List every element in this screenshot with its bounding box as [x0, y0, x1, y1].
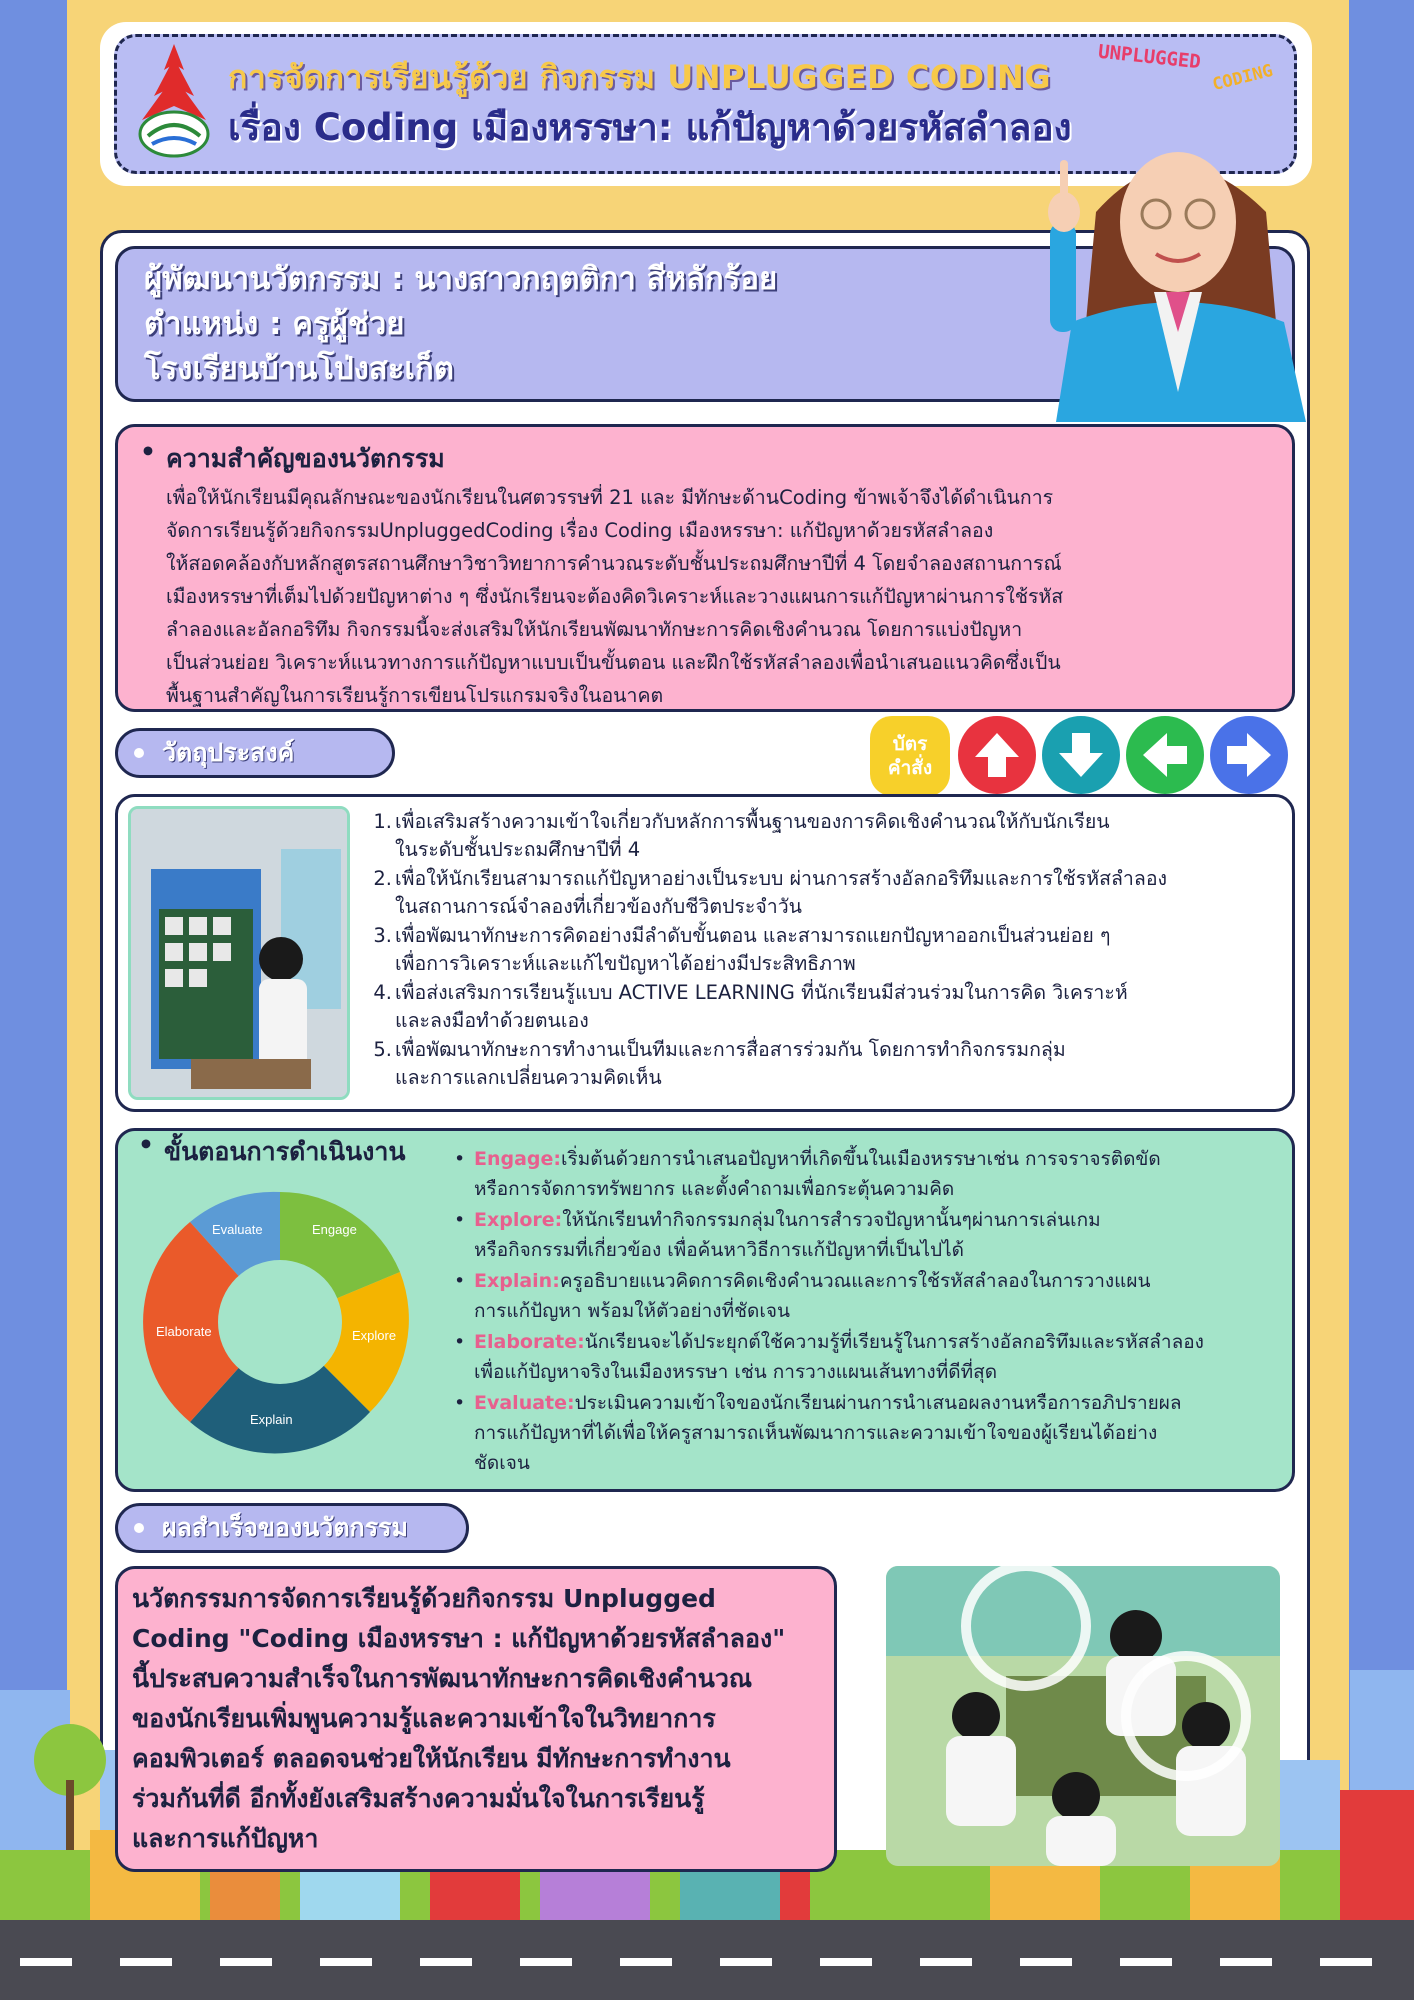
results-heading: ผลสำเร็จของนวัตกรรม [115, 1503, 469, 1553]
objective-item [370, 808, 1270, 864]
road-dash [920, 1958, 972, 1966]
header-title-line1: การจัดการเรียนรู้ด้วย กิจกรรม UNPLUGGED CODING [228, 58, 1052, 96]
developer-position: ตำแหน่ง : ครูผู้ช่วย [144, 306, 405, 342]
importance-line: พื้นฐานสำคัญในการเรียนรู้การเขียนโปรแกรมจริงในอนาคต [166, 684, 664, 707]
objective-line: ในระดับชั้นประถมศึกษาปีที่ 4 [395, 838, 641, 861]
road-dash [820, 1958, 872, 1966]
command-card [870, 716, 950, 796]
objective-line: เพื่อให้นักเรียนสามารถแก้ปัญหาอย่างเป็นระบบ ผ่านการสร้างอัลกอริทึมและการใช้รหัสลำลอง [395, 867, 1168, 890]
road-dash [1020, 1958, 1072, 1966]
importance-section [115, 424, 1295, 712]
road-dash [520, 1958, 572, 1966]
results-line: ของนักเรียนเพิ่มพูนความรู้และความเข้าใจในวิทยาการ [132, 1704, 716, 1733]
arrow-right-card [1210, 716, 1288, 794]
road-dash [220, 1958, 272, 1966]
importance-line: จัดการเรียนรู้ด้วยกิจกรรมUnpluggedCoding เรื่อง Coding เมืองหรรษา: แก้ปัญหาด้วยรหัสลำลอง [166, 519, 994, 542]
objective-number: 3. [373, 924, 392, 947]
step-line: ชัดเจน [474, 1452, 530, 1474]
step-line: นักเรียนจะได้ประยุกต์ใช้ความรู้ที่เรียนรู้ในการสร้างอัลกอริทึมและรหัสลำลอง [584, 1331, 1204, 1353]
arrow-down-card [1042, 716, 1120, 794]
process-step-engage [474, 1144, 1284, 1204]
command-card-line1: บัตร [892, 733, 928, 755]
road-dash [1320, 1958, 1372, 1966]
results-line: นี้ประสบความสำเร็จในการพัฒนาทักษะการคิดเชิงคำนวณ [132, 1664, 753, 1693]
objective-number: 5. [373, 1038, 392, 1061]
importance-line: เป็นส่วนย่อย วิเคราะห์แนวทางการแก้ปัญหาแบบเป็นขั้นตอน และฝึกใช้รหัสลำลองเพื่อนำเสนอแนวคิดซึ่งเป็น [166, 651, 1061, 674]
importance-line: เมืองหรรษาที่เต็มไปด้วยปัญหาต่าง ๆ ซึ่งนักเรียนจะต้องคิดวิเคราะห์และวางแผนการแก้ปัญหาผ่านการใช้รหัส [166, 585, 1064, 608]
arrow-left-card [1126, 716, 1204, 794]
results-line: ร่วมกันที่ดี อีกทั้งยังเสริมสร้างความมั่นใจในการเรียนรู้ [132, 1784, 705, 1813]
importance-line: เพื่อให้นักเรียนมีคุณลักษณะของนักเรียนในศตวรรษที่ 21 และ มีทักษะด้านCoding ข้าพเจ้าจึงได้ดำเนินการ [166, 486, 1054, 509]
process-heading: • ขั้นตอนการดำเนินงาน [164, 1132, 405, 1172]
objectives-heading: วัตถุประสงค์ [115, 728, 395, 778]
road-dash [620, 1958, 672, 1966]
objective-line: เพื่อเสริมสร้างความเข้าใจเกี่ยวกับหลักการพื้นฐานของการคิดเชิงคำนวณให้กับนักเรียน [395, 810, 1110, 833]
objective-number: 4. [373, 981, 392, 1004]
teacher-illustration [1036, 92, 1318, 422]
road-dash [320, 1958, 372, 1966]
process-step-elaborate [474, 1327, 1284, 1387]
step-line: เพื่อแก้ปัญหาจริงในเมืองหรรษา เช่น การวางแผนเส้นทางที่ดีที่สุด [474, 1361, 998, 1383]
objective-line: และลงมือทำด้วยตนเอง [395, 1009, 589, 1032]
step-line: การแก้ปัญหาที่ได้เพื่อให้ครูสามารถเห็นพัฒนาการและความเข้าใจของผู้เรียนได้อย่าง [474, 1422, 1158, 1444]
step-line: หรือการจัดการทรัพยากร และตั้งคำถามเพื่อกระตุ้นความคิด [474, 1178, 955, 1200]
road-dash [20, 1958, 72, 1966]
school-seal-icon [128, 40, 220, 164]
coding-tag: CODING [1210, 60, 1275, 96]
developer-name: ผู้พัฒนานวัตกรรม : นางสาวกฤตติกา สีหลักร้อย [144, 261, 778, 297]
objective-item [370, 1036, 1270, 1092]
unplugged-tag: UNPLUGGED [1097, 40, 1202, 74]
objectives-list [370, 808, 1270, 1093]
objective-line: เพื่อพัฒนาทักษะการคิดอย่างมีลำดับขั้นตอน และสามารถแยกปัญหาออกเป็นส่วนย่อย ๆ [395, 924, 1111, 947]
road-dash [720, 1958, 772, 1966]
cycle-label-evaluate: Evaluate [212, 1222, 263, 1237]
cycle-label-elaborate: Elaborate [156, 1324, 212, 1339]
process-step-explain [474, 1266, 1284, 1326]
results-section [115, 1566, 837, 1872]
step-line: เริ่มต้นด้วยการนำเสนอปัญหาที่เกิดขึ้นในเมืองหรรษาเช่น การจราจรติดขัด [561, 1148, 1161, 1170]
results-line: คอมพิวเตอร์ ตลอดจนช่วยให้นักเรียน มีทักษะการทำงาน [132, 1744, 731, 1773]
developer-school: โรงเรียนบ้านโป่งสะเก็ต [144, 351, 454, 387]
step-line: ให้นักเรียนทำกิจกรรมกลุ่มในการสำรวจปัญหานั้นๆผ่านการเล่นเกม [562, 1209, 1101, 1231]
road-dash [1120, 1958, 1172, 1966]
step-line: การแก้ปัญหา พร้อมให้ตัวอย่างที่ชัดเจน [474, 1300, 790, 1322]
objective-line: เพื่อการวิเคราะห์และแก้ไขปัญหาได้อย่างมีประสิทธิภาพ [395, 952, 856, 975]
process-steps [474, 1144, 1284, 1479]
cycle-label-explore: Explore [352, 1328, 397, 1343]
command-card-line2: คำสั่ง [887, 757, 933, 779]
arrow-down-icon [1053, 727, 1109, 783]
student-board-image [131, 809, 350, 1100]
importance-heading: • ความสำคัญของนวัตกรรม [166, 439, 1272, 479]
process-step-evaluate [474, 1388, 1284, 1478]
students-group-photo [886, 1566, 1280, 1866]
step-key: Evaluate: [474, 1392, 575, 1414]
road-dash [1220, 1958, 1272, 1966]
objective-item [370, 865, 1270, 921]
objective-line: ในสถานการณ์จำลองที่เกี่ยวข้องกับชีวิตประจำวัน [395, 895, 802, 918]
importance-line: ลำลองและอัลกอริทึม กิจกรรมนี้จะส่งเสริมให้นักเรียนพัฒนาทักษะการคิดเชิงคำนวณ โดยการแบ่งปัญหา [166, 618, 1023, 641]
objective-line: เพื่อส่งเสริมการเรียนรู้แบบ ACTIVE LEARNING ที่นักเรียนมีส่วนร่วมในการคิด วิเคราะห์ [395, 981, 1128, 1004]
importance-line: ให้สอดคล้องกับหลักสูตรสถานศึกษาวิชาวิทยาการคำนวณระดับชั้นประถมศึกษาปีที่ 4 โดยจำลองสถานการณ์ [166, 552, 1062, 575]
objective-number: 2. [373, 867, 392, 890]
arrow-left-icon [1137, 727, 1193, 783]
header-title-line2: เรื่อง Coding เมืองหรรษา: แก้ปัญหาด้วยรหัสลำลอง [228, 106, 1072, 149]
student-photo [128, 806, 350, 1100]
students-group-image [886, 1566, 1280, 1866]
process-step-explore [474, 1205, 1284, 1265]
arrow-up-icon [969, 727, 1025, 783]
cycle-label-engage: Engage [312, 1222, 357, 1237]
step-key: Explore: [474, 1209, 563, 1231]
objective-number: 1. [373, 810, 392, 833]
arrow-up-card [958, 716, 1036, 794]
objective-item [370, 979, 1270, 1035]
step-line: ประเมินความเข้าใจของนักเรียนผ่านการนำเสนอผลงานหรือการอภิปรายผล [574, 1392, 1182, 1414]
results-line: นวัตกรรมการจัดการเรียนรู้ด้วยกิจกรรม Unplugged [132, 1584, 716, 1613]
step-line: ครูอธิบายแนวคิดการคิดเชิงคำนวณและการใช้รหัสลำลองในการวางแผน [559, 1270, 1151, 1292]
results-line: และการแก้ปัญหา [132, 1824, 319, 1853]
objective-line: และการแลกเปลี่ยนความคิดเห็น [395, 1066, 662, 1089]
road-dash [420, 1958, 472, 1966]
step-key: Elaborate: [474, 1331, 585, 1353]
objective-line: เพื่อพัฒนาทักษะการทำงานเป็นทีมและการสื่อสารร่วมกัน โดยการทำกิจกรรมกลุ่ม [395, 1038, 1066, 1061]
objective-item [370, 922, 1270, 978]
road-dash [120, 1958, 172, 1966]
step-key: Explain: [474, 1270, 560, 1292]
step-line: หรือกิจกรรมที่เกี่ยวข้อง เพื่อค้นหาวิธีการแก้ปัญหาที่เป็นไปได้ [474, 1239, 964, 1261]
step-key: Engage: [474, 1148, 562, 1170]
arrow-right-icon [1221, 727, 1277, 783]
road [0, 1920, 1414, 2000]
cycle-label-explain: Explain [250, 1412, 293, 1427]
learning-cycle-diagram [130, 1172, 430, 1472]
results-line: Coding "Coding เมืองหรรษา : แก้ปัญหาด้วยรหัสลำลอง" [132, 1624, 786, 1653]
